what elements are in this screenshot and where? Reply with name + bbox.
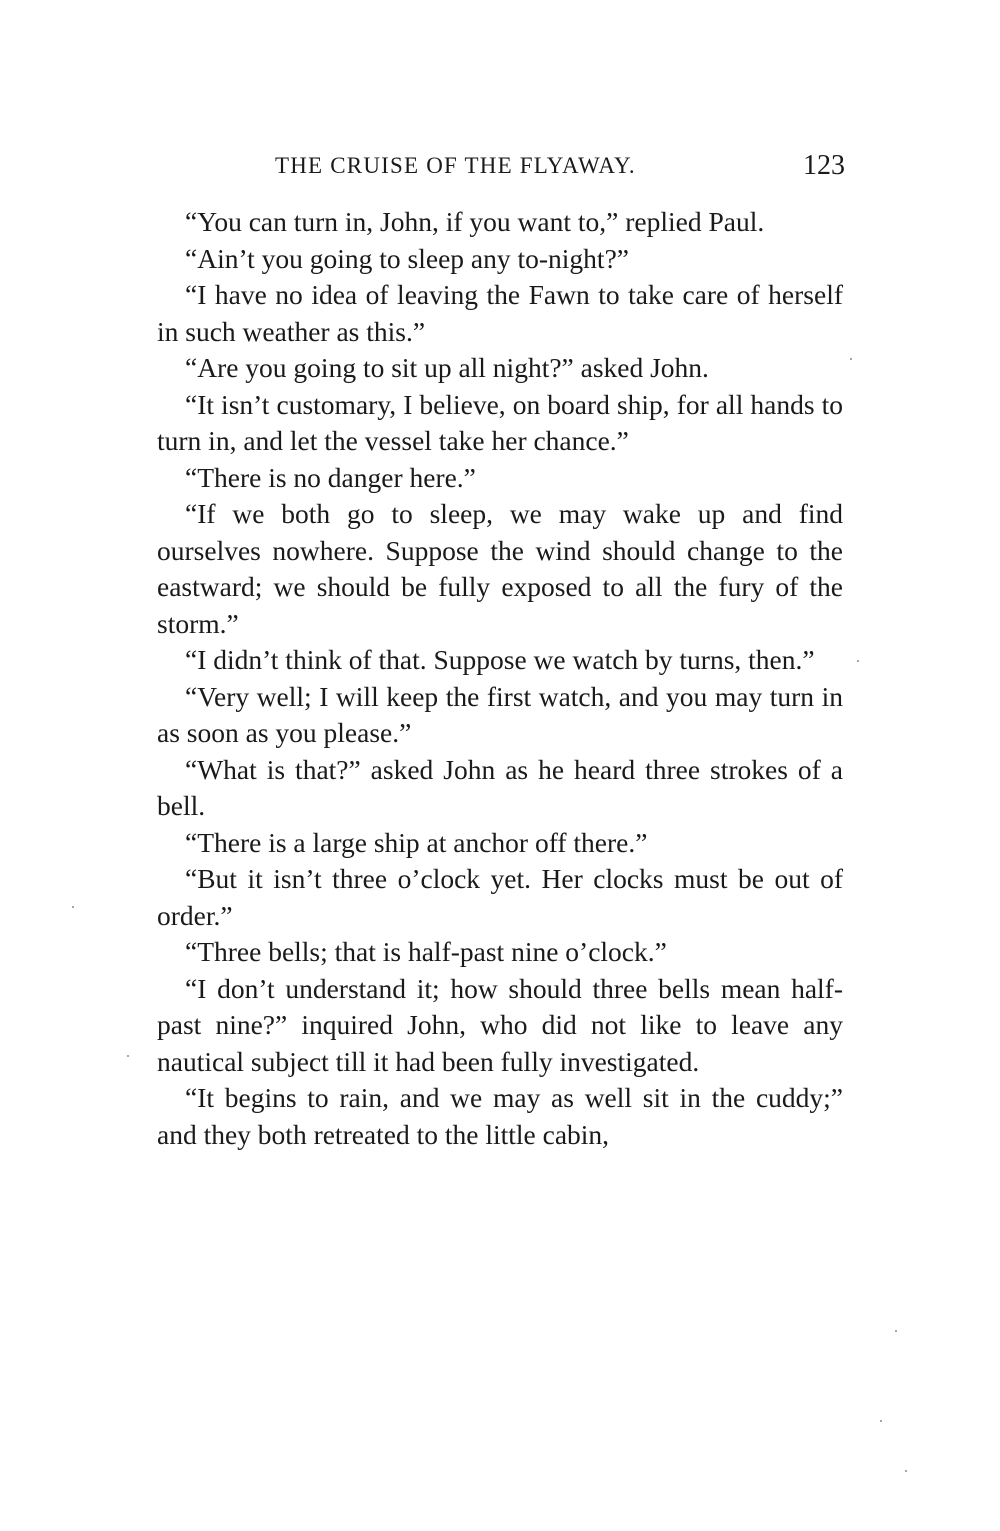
paragraph: “If we both go to sleep, we may wake up and find ourselves nowhere. Suppose the wind should change to the eastward; we should be fully exposed to all the fury of the storm.” bbox=[157, 498, 843, 639]
scan-speck bbox=[905, 1470, 907, 1472]
scan-speck bbox=[127, 1055, 129, 1057]
paragraph: “Very well; I will keep the first watch, and you may turn in as soon as you please.” bbox=[157, 680, 843, 748]
body-text bbox=[157, 204, 843, 1153]
paragraph: “It begins to rain, and we may as well sit in the cuddy;” and they both retreated to the little cabin, bbox=[157, 1082, 843, 1150]
scan-speck bbox=[880, 1420, 882, 1422]
running-title: THE CRUISE OF THE FLYAWAY. bbox=[275, 153, 636, 178]
paragraph: “I don’t understand it; how should three bells mean half-past nine?” inquired John, who did not like to leave any nautical subject till it had been fully investigated. bbox=[157, 972, 843, 1077]
paragraph: “It isn’t customary, I believe, on board ship, for all hands to turn in, and let the vessel take her chance.” bbox=[157, 388, 843, 456]
scan-speck bbox=[850, 358, 852, 360]
page-number: 123 bbox=[803, 150, 845, 181]
scan-speck bbox=[895, 1330, 897, 1332]
paragraph: “But it isn’t three o’clock yet. Her clocks must be out of order.” bbox=[157, 863, 843, 931]
paragraph: “I have no idea of leaving the Fawn to take care of herself in such weather as this.” bbox=[157, 279, 843, 347]
paragraph: “You can turn in, John, if you want to,” replied Paul. bbox=[185, 206, 765, 237]
paragraph: “I didn’t think of that. Suppose we watch by turns, then.” bbox=[185, 644, 815, 675]
paragraph: “There is no danger here.” bbox=[185, 461, 476, 493]
paragraph: “What is that?” asked John as he heard three strokes of a bell. bbox=[157, 753, 843, 821]
scan-speck bbox=[857, 660, 859, 662]
paragraph: “Three bells; that is half-past nine o’clock.” bbox=[185, 936, 667, 967]
paragraph: “Are you going to sit up all night?” asked John. bbox=[185, 352, 709, 383]
paragraph: “Ain’t you going to sleep any to-night?” bbox=[185, 242, 629, 274]
page-header bbox=[155, 150, 845, 186]
paragraph: “There is a large ship at anchor off there.” bbox=[185, 826, 648, 858]
scan-speck bbox=[72, 906, 74, 908]
